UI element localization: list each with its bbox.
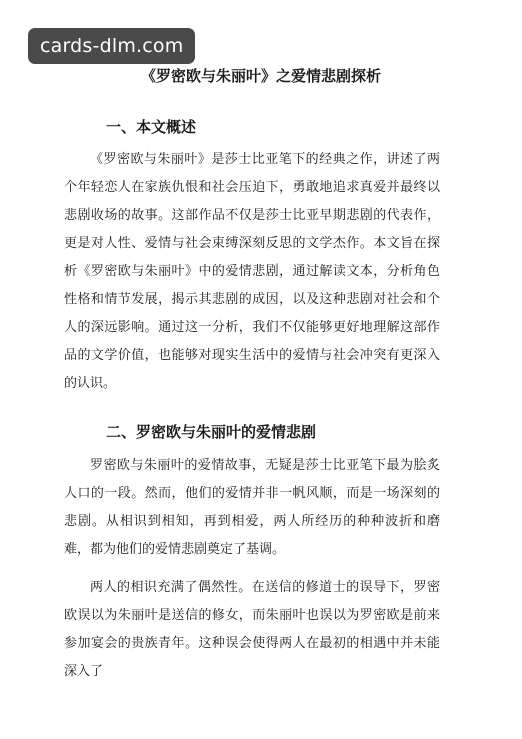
paragraph-overview: 《罗密欧与朱丽叶》是莎士比亚笔下的经典之作，讲述了两个年轻恋人在家族仇恨和社会压迫下，勇敢地追求真爱并最终以悲剧收场的故事。这部作品不仅是莎士比亚早期悲剧的代表作，更是对人性、爱情与社会束缚深刻反思的文学杰作。本文旨在探析《罗密欧与朱丽叶》中的爱情悲剧，通过解读文本，分析角色性格和情节发展，揭示其悲剧的成因，以及这种悲剧对社会和个人的深远影响。通过这一分析，我们不仅能够更好地理解这部作品的文学价值，也能够对现实生活中的爱情与社会冲突有更深入的认识。 xyxy=(64,152,440,391)
watermark-badge: cards-dlm.com xyxy=(28,28,195,64)
paragraph-tragedy-intro: 罗密欧与朱丽叶的爱情故事，无疑是莎士比亚笔下最为脍炙人口的一段。然而，他们的爱情并非一帆风顺，而是一场深刻的悲剧。从相识到相知，再到相爱，两人所经历的种种波折和磨难，都为他们的爱情悲剧奠定了基调。 xyxy=(64,458,440,557)
paragraph-first-meeting: 两人的相识充满了偶然性。在送信的修道士的误导下，罗密欧误以为朱丽叶是送信的修女，而朱丽叶也误以为罗密欧是前来参加宴会的贵族青年。这种误会使得两人在最初的相遇中并未能深入了 xyxy=(64,580,440,679)
section-heading-overview: 一、本文概述 xyxy=(106,118,197,136)
section-heading-tragedy: 二、罗密欧与朱丽叶的爱情悲剧 xyxy=(106,423,317,441)
document-title: 《罗密欧与朱丽叶》之爱情悲剧探析 xyxy=(140,67,381,85)
